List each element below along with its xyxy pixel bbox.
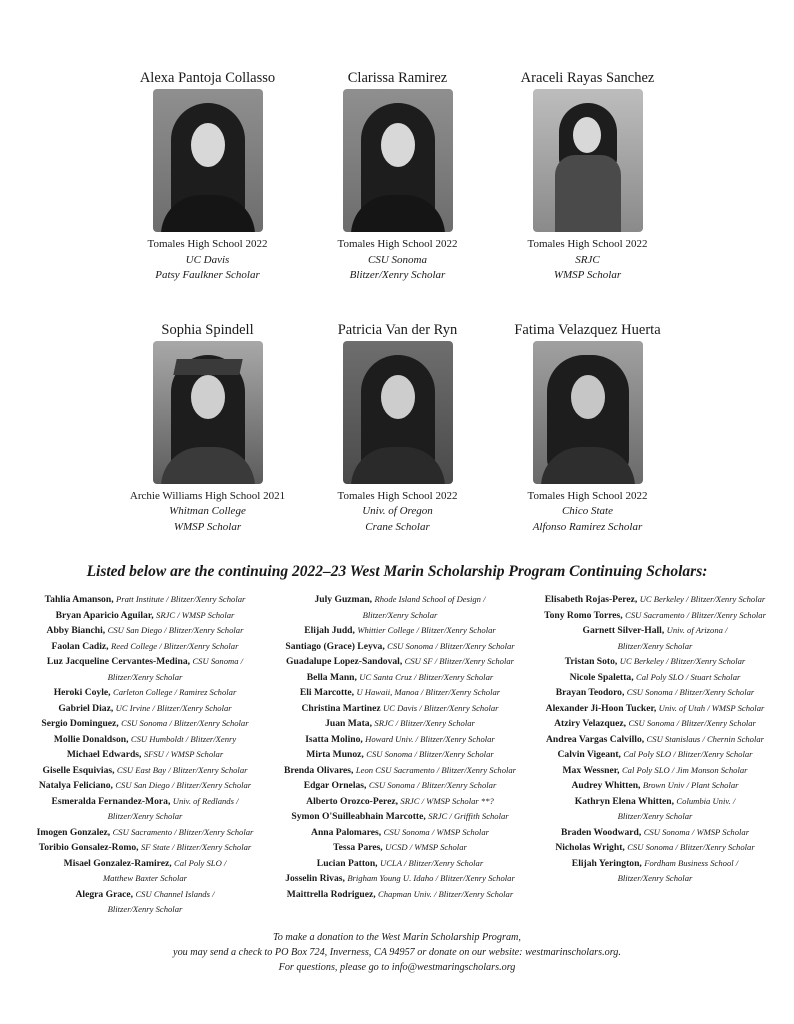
scholar-entry [554,716,756,732]
scholar-name: Tristan Soto, [564,656,618,667]
footer-line: For questions, please go to info@westmaringscholars.org [278,962,516,973]
graduate-scholarship: Patsy Faulkner Scholar [155,269,260,281]
graduate-details [338,237,458,284]
scholar-entry [311,825,489,841]
scholar-detail: CSU Sacramento / Blitzer/Xenry Scholar [625,609,766,620]
scholar-name: Gabriel Diaz, [58,702,114,714]
scholar-name: Calvin Vigeant, [557,749,621,760]
scholar-detail-continued: Blitzer/Xenry Scholar [107,811,183,821]
scholar-entry [555,840,754,856]
graduate-scholarship: Alfonso Ramirez Scholar [532,520,643,533]
scholar-entry [544,608,766,624]
graduate-college: UC Davis [185,253,230,266]
graduate-school: Tomales High School 2022 [527,238,648,250]
scholar-entry [58,701,231,717]
scholar-entry [565,654,746,670]
scholar-entry [307,670,493,686]
scholar-entry [39,778,251,794]
scholar-name: Brenda Olivares, [283,764,354,776]
scholar-entry [556,685,754,701]
scholar-detail: SRJC / Griffith Scholar [428,811,509,821]
scholar-detail: CSU Sonoma / WMSP Scholar [643,826,750,837]
scholar-entry [306,747,493,763]
graduate-details [528,489,648,536]
continuing-scholars-list [20,592,780,918]
scholar-detail: Brigham Young U. Idaho / Blitzer/Xenry Scholar [347,873,515,883]
graduate-college: Chico State [561,505,613,517]
scholar-entry [300,685,500,701]
scholar-detail: Fordham Business School / [644,857,739,868]
scholar-detail: Univ. of Utah / WMSP Scholar [658,702,765,713]
scholar-entry [285,871,515,887]
graduate-card [118,320,297,536]
scholar-entry [562,763,747,779]
scholar-entry [546,732,764,748]
scholar-detail-continued: Matthew Baxter Scholar [102,873,187,883]
scholar-detail: Cal Poly SLO / Stuart Scholar [636,671,741,682]
scholar-detail: CSU Sonoma / Blitzer/Xenry Scholar [121,718,249,728]
graduate-photo [533,89,643,232]
scholar-detail: SRJC / WMSP Scholar [156,609,235,620]
scholar-name: Tony Romo Torres, [544,609,623,621]
scholar-entry [56,608,235,624]
scholar-name: Brayan Teodoro, [555,687,625,698]
scholar-name: Kathryn Elena Whitten, [574,795,675,807]
scholar-entry [317,856,483,872]
scholar-detail-continued: Blitzer/Xenry Scholar [362,609,438,620]
scholar-detail: CSU Sonoma / Blitzer/Xenry Scholar [368,780,497,790]
scholar-detail: CSU Sonoma / Blitzer/Xenry Scholar [366,749,494,759]
scholar-entry [76,887,215,918]
graduate-details [148,237,268,284]
scholar-entry [43,763,248,779]
footer-line: you may send a check to PO Box 724, Inverness, CA 94957 or donate on our website: westmarinscholars.org. [173,947,621,958]
graduate-college: CSU Sonoma [368,253,427,266]
graduate-college: Whitman College [169,505,246,517]
scholar-entry [304,778,497,794]
scholar-entry [546,701,765,717]
scholar-detail: CSU Sonoma / Blitzer/Xenry Scholar [387,640,515,651]
scholar-entry [286,654,514,670]
scholar-detail: CSU Sacramento / Blitzer/Xenry Scholar [112,826,254,837]
scholar-entry [572,856,738,887]
scholar-name: Symon O'Suilleabhain Marcotte, [291,811,426,822]
scholar-name: Mollie Donaldson, [53,733,129,745]
scholar-entry [301,701,498,717]
scholar-name: Braden Woodward, [560,826,642,838]
scholar-entry [54,732,236,748]
scholar-entry [52,639,239,655]
scholar-name: Bryan Aparicio Aguilar, [55,609,154,621]
scholar-name: Sergio Dominguez, [41,718,119,729]
graduate-college: Univ. of Oregon [362,505,433,517]
scholar-entry [575,794,735,825]
graduate-card [118,68,297,284]
graduate-school: Tomales High School 2022 [147,238,268,250]
scholar-name: Anna Palomares, [311,826,382,838]
graduate-scholarship: WMSP Scholar [553,269,622,281]
scholar-detail: Leon CSU Sacramento / Blitzer/Xenry Scholar [355,764,517,775]
scholar-detail: UC Davis / Blitzer/Xenry Scholar [383,702,499,713]
scholar-name: Esmeralda Fernandez-Mora, [51,795,171,807]
scholar-entry [561,825,749,841]
scholar-name: Misael Gonzalez-Ramirez, [63,857,172,869]
scholar-detail: Reed College / Blitzer/Xenry Scholar [111,640,239,651]
scholar-name: Juan Mata, [325,718,372,729]
footer-line: To make a donation to the West Marin Scholarship Program, [273,932,521,943]
scholar-name: Tessa Pares, [333,842,383,853]
scholar-detail-continued: Blitzer/Xenry Scholar [617,640,693,651]
scholar-name: Heroki Coyle, [53,687,111,698]
scholar-name: Elijah Judd, [304,625,355,636]
scholar-name: Alexander Ji-Hoon Tucker, [545,702,657,714]
graduate-name: Sophia Spindell [161,321,254,338]
scholar-entry [45,592,246,608]
scholar-entry [583,623,728,654]
scholar-detail: CSU San Diego / Blitzer/Xenry Scholar [107,625,244,635]
scholar-entry [558,747,753,763]
scholar-name: Andrea Vargas Calvillo, [545,733,645,745]
scholar-detail-continued: Blitzer/Xenry Scholar [107,671,183,682]
graduate-name: Fatima Velazquez Huerta [514,321,661,338]
scholar-entry [315,592,486,623]
scholar-name: Audrey Whitten, [571,780,641,791]
scholar-name: Lucian Patton, [316,857,378,869]
scholar-entry [304,623,496,639]
scholar-detail: Chapman Univ. / Blitzer/Xenry Scholar [378,888,514,899]
scholar-name: Santiago (Grace) Leyva, [285,640,385,652]
scholar-name: Guadalupe Lopez-Sandoval, [286,656,403,667]
scholar-name: Faolan Cadiz, [51,640,109,652]
scholar-name: July Guzman, [314,594,373,605]
scholar-name: Nicole Spaletta, [569,671,634,683]
scholar-detail: Carleton College / Ramirez Scholar [112,687,237,697]
scholar-detail: CSU Sonoma / Blitzer/Xenry Scholar [627,842,755,852]
graduate-college: SRJC [575,253,600,266]
scholar-entry [41,716,248,732]
scholar-name: Imogen Gonzalez, [36,826,111,838]
scholar-detail-continued: Blitzer/Xenry Scholar [107,904,183,914]
scholar-detail: UCSD / WMSP Scholar [385,842,467,852]
scholar-name: Alegra Grace, [75,888,134,900]
scholar-detail: Howard Univ. / Blitzer/Xenry Scholar [365,733,495,744]
scholar-detail-continued: Blitzer/Xenry Scholar [617,873,693,883]
graduate-school: Tomales High School 2022 [337,238,458,250]
scholar-name: Max Wessner, [562,764,620,776]
graduate-details [528,237,648,284]
scholar-detail: U Hawaii, Manoa / Blitzer/Xenry Scholar [356,687,501,697]
scholar-name: Edgar Ornelas, [303,780,367,791]
scholar-detail: Univ. of Redlands / [172,795,239,806]
graduate-scholarship: Blitzer/Xenry Scholar [349,269,446,281]
scholar-entry [39,840,252,856]
scholar-entry [64,856,227,887]
graduate-card [498,320,677,536]
scholar-detail: Cal Poly SLO / Blitzer/Xenry Scholar [623,749,753,759]
scholar-name: Atziry Velazquez, [554,718,627,729]
graduates-grid [118,68,678,535]
scholar-entry [306,794,494,810]
scholar-name: Mirta Munoz, [306,749,364,760]
scholar-name: Josselin Rivas, [285,873,345,884]
scholar-entry [37,825,254,841]
scholar-detail: Cal Poly SLO / [174,857,227,868]
graduate-details [130,489,285,536]
scholar-entry [305,732,495,748]
graduate-card [308,68,487,284]
scholar-detail: CSU Sonoma / Blitzer/Xenry Scholar [628,718,756,728]
scholar-name: Christina Martinez [301,702,381,714]
scholars-column [20,592,270,918]
scholar-name: Michael Edwards, [66,749,142,760]
scholar-detail-continued: Blitzer/Xenry Scholar [617,811,693,821]
scholar-detail: SRJC / WMSP Scholar **? [400,795,494,806]
graduate-school: Tomales High School 2022 [337,489,458,502]
scholar-entry [284,763,516,779]
scholar-detail: CSU Sonoma / [192,656,244,666]
scholar-name: Garnett Silver-Hall, [582,625,665,636]
graduate-photo [343,341,453,484]
scholar-name: Elisabeth Rojas-Perez, [544,594,638,605]
graduate-card [308,320,487,536]
scholar-name: Nicholas Wright, [555,842,625,853]
scholar-detail: SF State / Blitzer/Xenry Scholar [140,842,252,852]
graduate-photo [153,341,263,484]
graduate-photo [343,89,453,232]
graduate-school: Archie Williams High School 2021 [129,489,286,502]
scholar-entry [570,670,741,686]
scholar-entry [67,747,223,763]
graduate-name: Alexa Pantoja Collasso [139,70,276,86]
scholar-entry [52,794,239,825]
scholar-detail: UC Berkeley / Blitzer/Xenry Scholar [619,656,746,666]
graduate-name: Patricia Van der Ryn [337,321,458,338]
graduate-scholarship: Crane Scholar [365,520,430,533]
scholar-detail: Rhode Island School of Design / [374,594,486,604]
scholar-entry [572,778,739,794]
graduate-name: Clarissa Ramirez [347,70,448,86]
scholar-name: Toribio Gonsalez-Romo, [38,842,139,853]
scholar-name: Eli Marcotte, [299,687,355,698]
scholar-name: Luz Jacqueline Cervantes-Medina, [46,656,191,667]
scholar-name: Bella Mann, [306,671,357,683]
scholar-detail: Cal Poly SLO / Jim Monson Scholar [621,764,748,775]
scholar-name: Giselle Esquivias, [42,764,115,776]
scholar-entry [47,654,243,685]
scholar-detail: CSU Sonoma / Blitzer/Xenry Scholar [626,687,755,697]
scholar-detail: Brown Univ / Plant Scholar [642,780,739,790]
scholar-detail: Pratt Institute / Blitzer/Xenry Scholar [116,594,246,604]
scholar-detail: UCLA / Blitzer/Xenry Scholar [379,857,484,868]
scholar-detail: CSU San Diego / Blitzer/Xenry Scholar [115,780,252,790]
scholar-entry [47,623,244,639]
scholar-entry [54,685,237,701]
scholar-detail: Columbia Univ. / [676,795,736,806]
scholar-detail: UC Santa Cruz / Blitzer/Xenry Scholar [359,671,494,682]
scholar-detail: CSU Sonoma / WMSP Scholar [383,826,489,837]
scholar-entry [325,716,475,732]
graduate-scholarship: WMSP Scholar [173,520,242,533]
scholar-name: Maittrella Rodriguez, [286,888,376,900]
scholar-detail: SFSU / WMSP Scholar [143,749,224,759]
scholar-detail: UC Berkeley / Blitzer/Xenry Scholar [639,594,766,604]
scholar-name: Elijah Yerington, [571,857,642,869]
donation-footer [0,930,794,975]
scholar-entry [285,639,514,655]
scholar-detail: SRJC / Blitzer/Xenry Scholar [374,718,475,728]
scholar-detail: CSU Channel Islands / [135,888,215,899]
scholar-name: Abby Bianchi, [46,625,106,636]
scholar-detail: UC Irvine / Blitzer/Xenry Scholar [115,702,232,713]
scholar-name: Natalya Feliciano, [38,780,113,791]
scholar-name: Alberto Orozco-Perez, [306,795,398,807]
graduate-details [338,489,458,536]
scholar-entry [333,840,467,856]
scholars-column [270,592,530,918]
continuing-scholars-heading: Listed below are the continuing 2022–23 West Marin Scholarship Program Continuing Scholars: [86,563,708,580]
scholar-entry [287,887,513,903]
scholar-detail: Univ. of Arizona / [666,625,728,635]
graduate-card [498,68,677,284]
scholar-entry [545,592,765,608]
graduate-photo [533,341,643,484]
scholars-column [530,592,780,918]
scholar-detail: CSU Humboldt / Blitzer/Xenry [130,733,237,744]
scholar-detail: CSU Stanislaus / Chernin Scholar [646,733,765,744]
graduate-name: Araceli Rayas Sanchez [520,70,655,86]
graduate-school: Tomales High School 2022 [527,489,648,502]
graduate-photo [153,89,263,232]
scholar-name: Isatta Molino, [305,733,363,745]
scholar-detail: CSU SF / Blitzer/Xenry Scholar [404,656,514,666]
scholar-detail: Whittier College / Blitzer/Xenry Scholar [357,625,496,635]
scholar-detail: CSU East Bay / Blitzer/Xenry Scholar [116,764,248,775]
scholar-name: Tahlia Amanson, [44,594,114,605]
scholar-entry [291,809,508,825]
